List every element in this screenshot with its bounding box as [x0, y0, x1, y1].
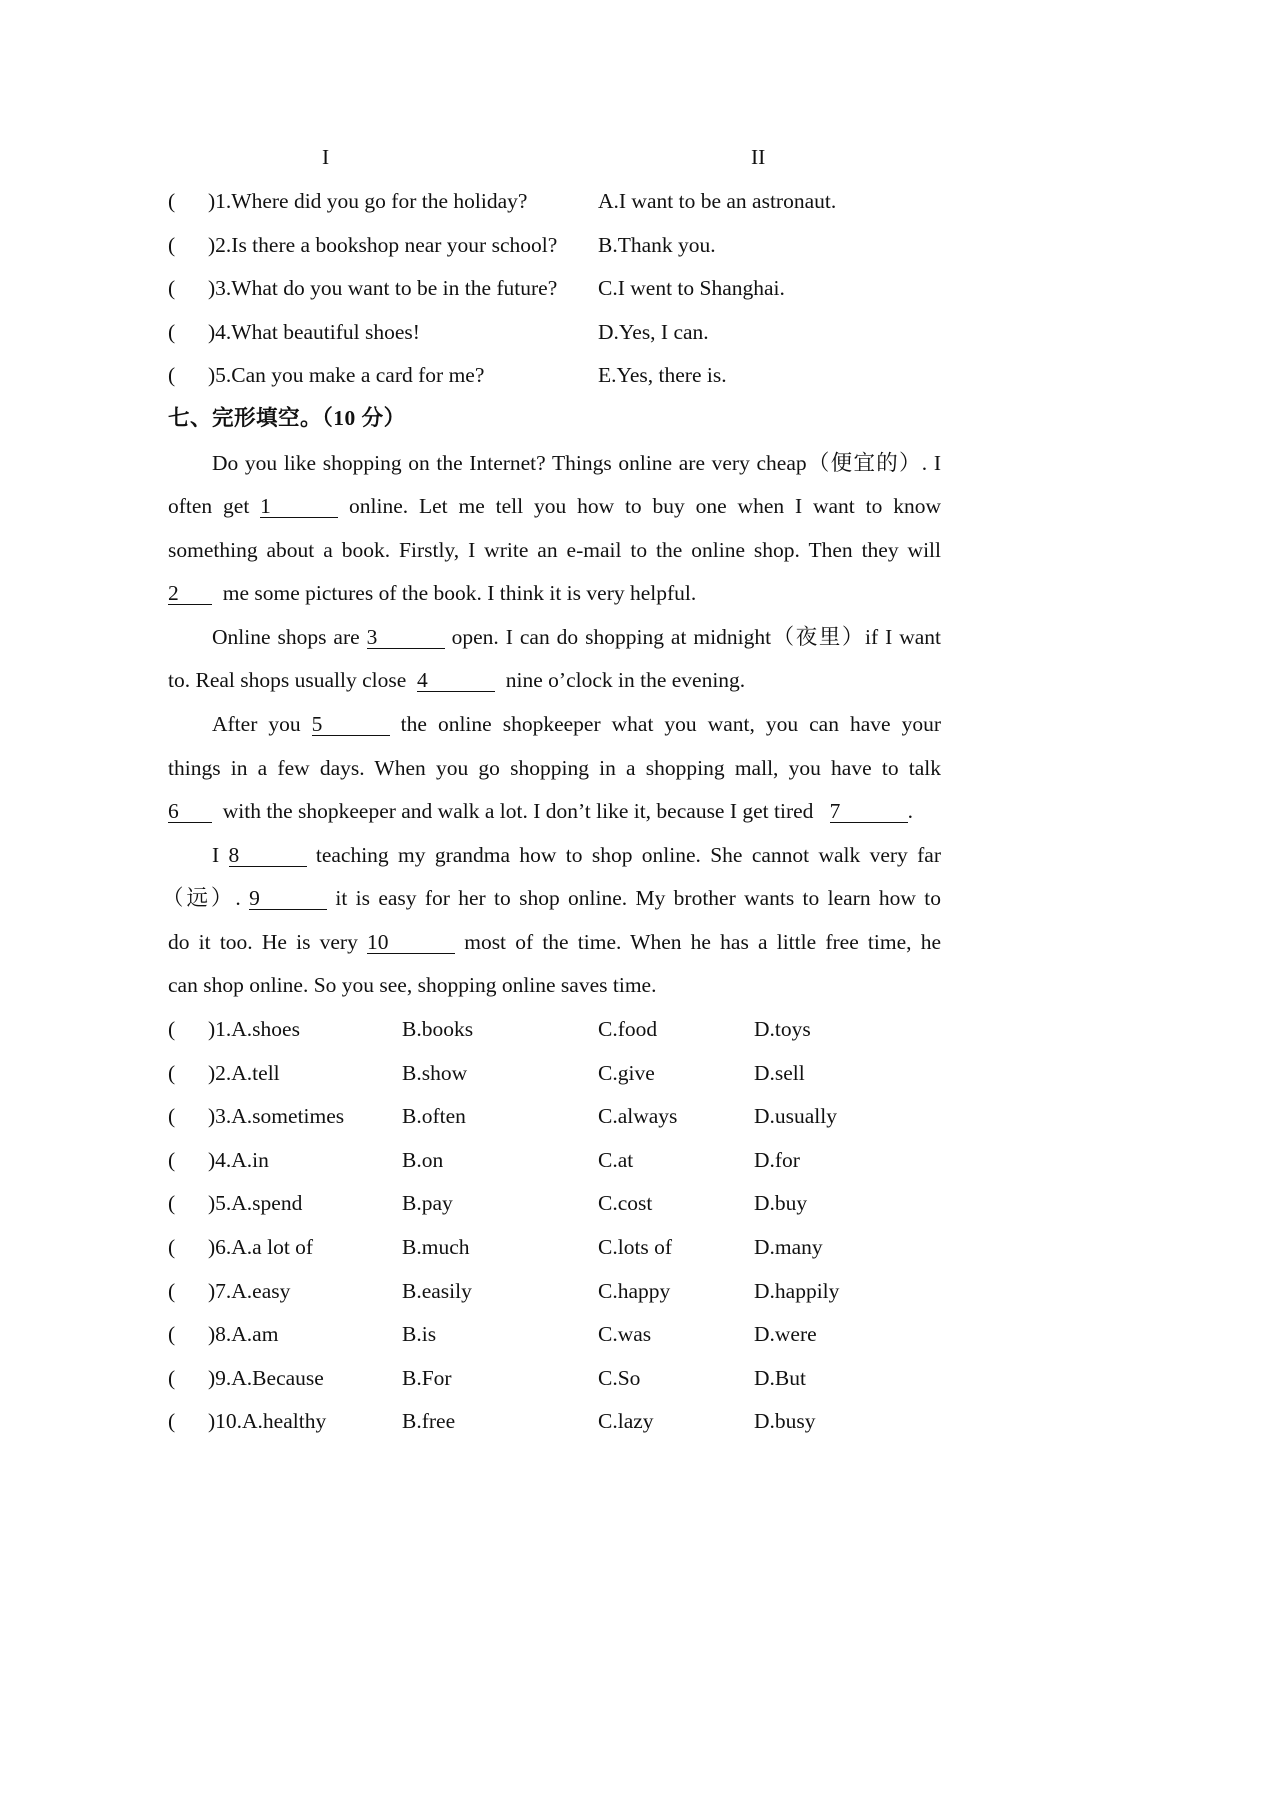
option-b: B.easily [402, 1279, 472, 1303]
option-d: D.were [754, 1322, 817, 1346]
matching-question-2: )2.Is there a bookshop near your school? [208, 233, 558, 257]
blank-4[interactable]: 4 [417, 669, 495, 692]
blank-2[interactable]: 2 [168, 582, 212, 605]
option-c: C.So [598, 1366, 641, 1390]
answer-paren[interactable]: ( [168, 1017, 176, 1041]
passage-line: After you 5 the online shopkeeper what you want, you can have your [212, 712, 942, 736]
answer-paren[interactable]: ( [168, 1191, 176, 1215]
option-a: )5.A.spend [208, 1191, 303, 1215]
matching-answer-a: A.I want to be an astronaut. [598, 189, 837, 213]
passage-line: I 8 teaching my grandma how to shop online. She cannot walk very far [212, 843, 942, 867]
option-a: )6.A.a lot of [208, 1235, 314, 1259]
answer-paren[interactable]: ( [168, 1148, 176, 1172]
blank-10[interactable]: 10 [367, 931, 455, 954]
answer-paren[interactable]: ( [168, 276, 176, 300]
blank-6[interactable]: 6 [168, 800, 212, 823]
option-c: C.give [598, 1061, 655, 1085]
passage-line: do it too. He is very 10 most of the time. When he has a little free time, he [168, 930, 941, 954]
passage-line: Do you like shopping on the Internet? Things online are very cheap（便宜的）. I [212, 451, 941, 475]
option-d: D.busy [754, 1409, 816, 1433]
blank-7[interactable]: 7 [830, 800, 908, 823]
option-c: C.lazy [598, 1409, 654, 1433]
matching-answer-c: C.I went to Shanghai. [598, 276, 785, 300]
option-d: D.toys [754, 1017, 811, 1041]
passage-line: （远）. 9 it is easy for her to shop online. My brother wants to learn how to [162, 886, 941, 910]
answer-paren[interactable]: ( [168, 1104, 176, 1128]
passage-line: things in a few days. When you go shopping in a shopping mall, you have to talk [168, 756, 941, 780]
passage-line: 6 with the shopkeeper and walk a lot. I don’t like it, because I get tired 7 . [168, 799, 913, 823]
option-a: )8.A.am [208, 1322, 279, 1346]
option-c: C.food [598, 1017, 658, 1041]
option-d: D.But [754, 1366, 806, 1390]
blank-8[interactable]: 8 [229, 844, 307, 867]
matching-question-5: )5.Can you make a card for me? [208, 363, 485, 387]
option-a: )10.A.healthy [208, 1409, 327, 1433]
option-d: D.happily [754, 1279, 840, 1303]
option-d: D.usually [754, 1104, 838, 1128]
section-heading: 七、完形填空。（10 分） [168, 406, 406, 430]
option-b: B.on [402, 1148, 444, 1172]
passage-line: often get 1 online. Let me tell you how to buy one when I want to know [168, 494, 941, 518]
option-a: )2.A.tell [208, 1061, 280, 1085]
option-a: )3.A.sometimes [208, 1104, 345, 1128]
column-header-i: I [322, 145, 330, 169]
option-d: D.sell [754, 1061, 805, 1085]
blank-3[interactable]: 3 [367, 626, 445, 649]
answer-paren[interactable]: ( [168, 320, 176, 344]
blank-9[interactable]: 9 [249, 887, 327, 910]
option-b: B.much [402, 1235, 470, 1259]
blank-1[interactable]: 1 [260, 495, 338, 518]
passage-line: something about a book. Firstly, I write an e-mail to the online shop. Then they will [168, 538, 941, 562]
option-b: B.books [402, 1017, 474, 1041]
option-a: )9.A.Because [208, 1366, 324, 1390]
matching-answer-d: D.Yes, I can. [598, 320, 709, 344]
option-c: C.was [598, 1322, 652, 1346]
answer-paren[interactable]: ( [168, 1279, 176, 1303]
passage-line: 2 me some pictures of the book. I think it is very helpful. [168, 581, 697, 605]
answer-paren[interactable]: ( [168, 189, 176, 213]
option-c: C.always [598, 1104, 678, 1128]
option-d: D.for [754, 1148, 800, 1172]
option-d: D.many [754, 1235, 823, 1259]
matching-answer-b: B.Thank you. [598, 233, 716, 257]
answer-paren[interactable]: ( [168, 1409, 176, 1433]
option-b: B.For [402, 1366, 452, 1390]
matching-question-3: )3.What do you want to be in the future? [208, 276, 558, 300]
blank-5[interactable]: 5 [312, 713, 390, 736]
passage-line: can shop online. So you see, shopping online saves time. [168, 973, 657, 997]
option-d: D.buy [754, 1191, 808, 1215]
option-c: C.at [598, 1148, 634, 1172]
passage-line: Online shops are 3 open. I can do shopping at midnight（夜里）if I want [212, 625, 942, 649]
option-a: )1.A.shoes [208, 1017, 300, 1041]
answer-paren[interactable]: ( [168, 1235, 176, 1259]
option-b: B.show [402, 1061, 468, 1085]
answer-paren[interactable]: ( [168, 1366, 176, 1390]
matching-question-4: )4.What beautiful shoes! [208, 320, 420, 344]
option-b: B.often [402, 1104, 466, 1128]
option-c: C.happy [598, 1279, 671, 1303]
answer-paren[interactable]: ( [168, 363, 176, 387]
option-a: )4.A.in [208, 1148, 269, 1172]
answer-paren[interactable]: ( [168, 1061, 176, 1085]
option-b: B.pay [402, 1191, 453, 1215]
matching-answer-e: E.Yes, there is. [598, 363, 727, 387]
column-header-ii: II [751, 145, 766, 169]
option-c: C.lots of [598, 1235, 673, 1259]
option-c: C.cost [598, 1191, 653, 1215]
option-b: B.is [402, 1322, 437, 1346]
matching-question-1: )1.Where did you go for the holiday? [208, 189, 528, 213]
passage-line: to. Real shops usually close 4 nine o’clock in the evening. [168, 668, 746, 692]
answer-paren[interactable]: ( [168, 1322, 176, 1346]
option-a: )7.A.easy [208, 1279, 291, 1303]
option-b: B.free [402, 1409, 456, 1433]
answer-paren[interactable]: ( [168, 233, 176, 257]
